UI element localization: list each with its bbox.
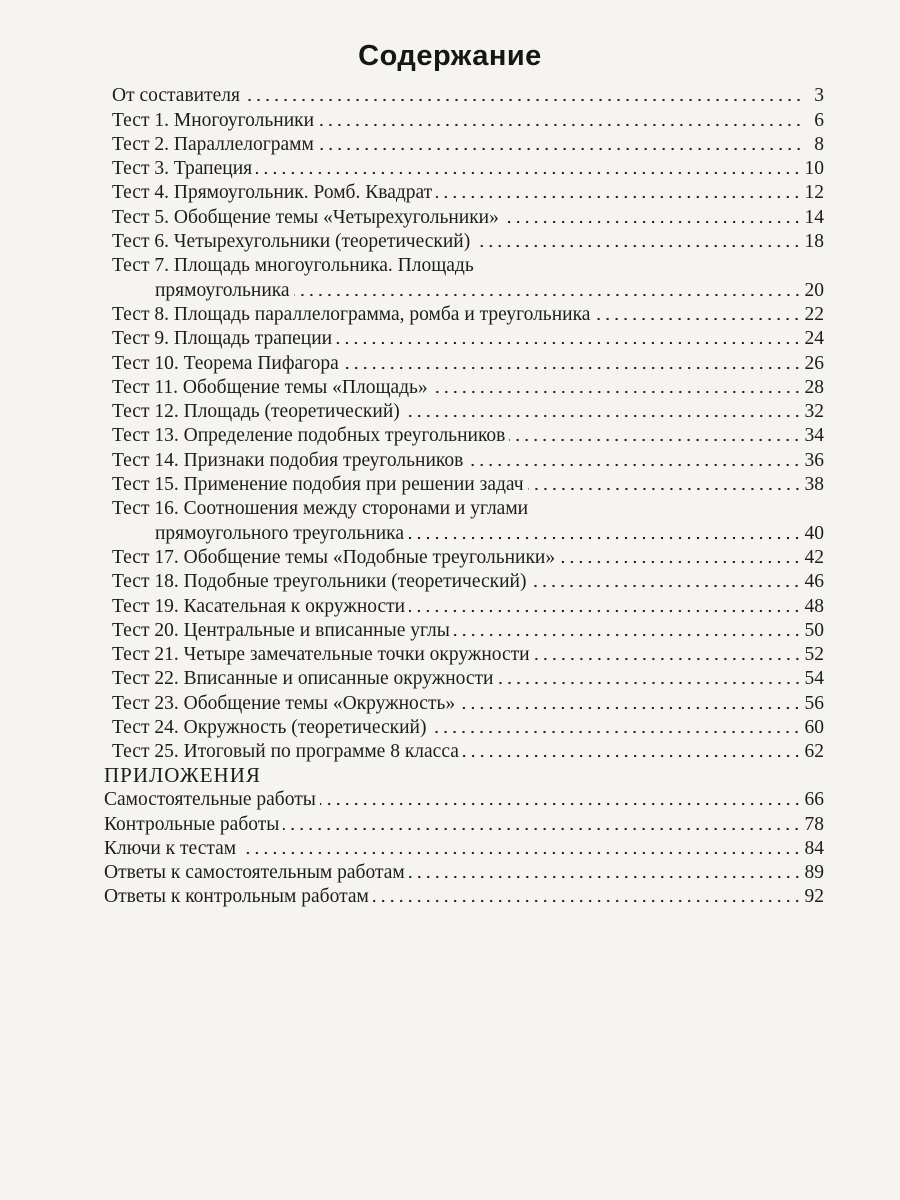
toc-entry (112, 278, 824, 302)
page-number: 12 (804, 182, 824, 204)
dot-leader (530, 583, 801, 589)
dot-leader (256, 170, 801, 176)
page-number: 14 (804, 206, 824, 228)
dot-leader (294, 292, 802, 298)
toc-entry-label: Тест 1. Многоугольники (112, 109, 315, 131)
toc-entry-label: Тест 21. Четыре замечательные точки окружности (112, 644, 530, 666)
dot-leader (432, 389, 802, 395)
page-number: 56 (804, 692, 824, 714)
toc-entry (112, 691, 824, 715)
toc-entry-label: Тест 15. Применение подобия при решении задач (112, 474, 524, 496)
appendix-entry-label: Ответы к контрольным работам (104, 886, 369, 908)
dot-leader (430, 729, 801, 735)
page-number: 3 (814, 85, 824, 107)
page-number: 32 (804, 401, 824, 423)
page-number: 24 (804, 328, 824, 350)
toc-entry (112, 716, 824, 740)
page-number: 54 (804, 668, 824, 690)
toc-entry (112, 424, 824, 448)
toc-entry (112, 473, 824, 497)
dot-leader (463, 753, 802, 759)
toc-entry (112, 133, 824, 157)
page-number: 66 (804, 789, 824, 811)
toc-entry-label: Тест 3. Трапеция (112, 158, 253, 180)
toc-entry (112, 546, 824, 570)
dot-leader (320, 801, 802, 807)
toc-entry-label: Тест 19. Касательная к окружности (112, 595, 406, 617)
toc-entry-label-continuation: прямоугольного треугольника (155, 522, 404, 544)
toc-entry-label: Тест 25. Итоговый по программе 8 класса (112, 741, 459, 763)
toc-entry-label: Тест 17. Обобщение темы «Подобные треугольники» (112, 546, 556, 568)
toc-entry (112, 351, 824, 375)
toc-entry (104, 812, 824, 836)
toc-entry (112, 619, 824, 643)
toc-entry (112, 327, 824, 351)
toc-entry (104, 885, 824, 909)
toc-entry (112, 230, 824, 254)
toc-entry-first-line (112, 254, 824, 278)
table-of-contents (112, 84, 824, 764)
page-number: 92 (804, 886, 824, 908)
toc-entry (112, 594, 824, 618)
toc-entry (112, 667, 824, 691)
toc-entry-label: Тест 4. Прямоугольник. Ромб. Квадрат (112, 182, 433, 204)
dot-leader (244, 97, 803, 103)
dot-leader (594, 316, 801, 322)
page-number: 52 (804, 644, 824, 666)
toc-entry-label: Тест 5. Обобщение темы «Четырехугольники» (112, 206, 499, 228)
page-number: 48 (804, 595, 824, 617)
dot-leader (509, 437, 801, 443)
page-number: 22 (804, 303, 824, 325)
toc-entry-label: Тест 8. Площадь параллелограмма, ромба и треугольника (112, 303, 591, 325)
toc-entry (112, 521, 824, 545)
toc-entry-label: Тест 22. Вписанные и описанные окружности (112, 668, 494, 690)
toc-entry (112, 740, 824, 764)
page-number: 40 (804, 522, 824, 544)
toc-entry-label: Тест 13. Определение подобных треугольников (112, 425, 506, 447)
page-number: 10 (804, 158, 824, 180)
page-number: 26 (804, 352, 824, 374)
toc-entry-label: Тест 16. Соотношения между сторонами и углами (112, 498, 529, 520)
dot-leader (454, 632, 802, 638)
dot-leader (503, 219, 802, 225)
dot-leader (409, 874, 802, 880)
page-number: 18 (804, 231, 824, 253)
toc-entry-label: Тест 24. Окружность (теоретический) (112, 717, 427, 739)
toc-entry (104, 837, 824, 861)
toc-entry-label: Тест 10. Теорема Пифагора (112, 352, 339, 374)
toc-entry-label: Тест 18. Подобные треугольники (теоретический) (112, 571, 527, 593)
toc-entry-first-line (112, 497, 824, 521)
page-number: 78 (804, 813, 824, 835)
toc-entry (112, 643, 824, 667)
dot-leader (283, 826, 801, 832)
toc-entry-label: Тест 14. Признаки подобия треугольников (112, 449, 464, 471)
dot-leader (343, 365, 802, 371)
page-number: 62 (804, 741, 824, 763)
toc-entry (112, 108, 824, 132)
dot-leader (528, 486, 802, 492)
toc-entry (112, 570, 824, 594)
toc-entry-label: Тест 12. Площадь (теоретический) (112, 401, 400, 423)
dot-leader (467, 462, 801, 468)
page-number: 46 (804, 571, 824, 593)
page-number: 36 (804, 449, 824, 471)
dot-leader (240, 850, 801, 856)
page-number: 50 (804, 619, 824, 641)
page-number: 60 (804, 717, 824, 739)
appendix-list (104, 788, 824, 909)
toc-entry-label: Тест 6. Четырехугольники (теоретический) (112, 231, 471, 253)
page-number: 89 (804, 862, 824, 884)
toc-entry (112, 448, 824, 472)
dot-leader (559, 559, 801, 565)
dot-leader (318, 122, 803, 128)
page-number: 28 (804, 376, 824, 398)
dot-leader (373, 898, 802, 904)
appendix-section (104, 762, 824, 909)
dot-leader (436, 194, 801, 200)
appendix-entry-label: Самостоятельные работы (104, 789, 316, 811)
toc-entry-label: От составителя (112, 85, 240, 107)
dot-leader (318, 146, 803, 152)
dot-leader (336, 340, 801, 346)
toc-entry-label: Тест 9. Площадь трапеции (112, 328, 333, 350)
appendix-entry-label: Ключи к тестам (104, 837, 237, 859)
page-number: 34 (804, 425, 824, 447)
appendix-entry-label: Ответы к самостоятельным работам (104, 862, 405, 884)
dot-leader (459, 705, 801, 711)
appendix-entry-label: Контрольные работы (104, 813, 280, 835)
page-number: 6 (814, 109, 824, 131)
toc-entry (112, 376, 824, 400)
toc-entry (112, 181, 824, 205)
toc-entry-label-continuation: прямоугольника (155, 279, 290, 301)
toc-entry (112, 84, 824, 108)
dot-leader (408, 535, 802, 541)
toc-entry-label: Тест 23. Обобщение темы «Окружность» (112, 692, 456, 714)
dot-leader (474, 243, 801, 249)
dot-leader (409, 608, 801, 614)
toc-entry (112, 303, 824, 327)
toc-entry (104, 861, 824, 885)
page-number: 20 (804, 279, 824, 301)
toc-entry (112, 205, 824, 229)
page-number: 38 (804, 474, 824, 496)
toc-entry-label: Тест 11. Обобщение темы «Площадь» (112, 376, 428, 398)
dot-leader (404, 413, 802, 419)
toc-entry-label: Тест 2. Параллелограмм (112, 133, 314, 155)
toc-entry-label: Тест 20. Центральные и вписанные углы (112, 619, 450, 641)
toc-entry (104, 788, 824, 812)
toc-entry (112, 400, 824, 424)
page-title: Содержание (358, 40, 542, 72)
page-number: 84 (804, 837, 824, 859)
dot-leader (534, 656, 802, 662)
page-number: 42 (804, 546, 824, 568)
toc-entry-label: Тест 7. Площадь многоугольника. Площадь (112, 255, 474, 277)
dot-leader (498, 680, 802, 686)
appendix-title: ПРИЛОЖЕНИЯ (104, 763, 261, 787)
toc-entry (112, 157, 824, 181)
page-number: 8 (814, 133, 824, 155)
